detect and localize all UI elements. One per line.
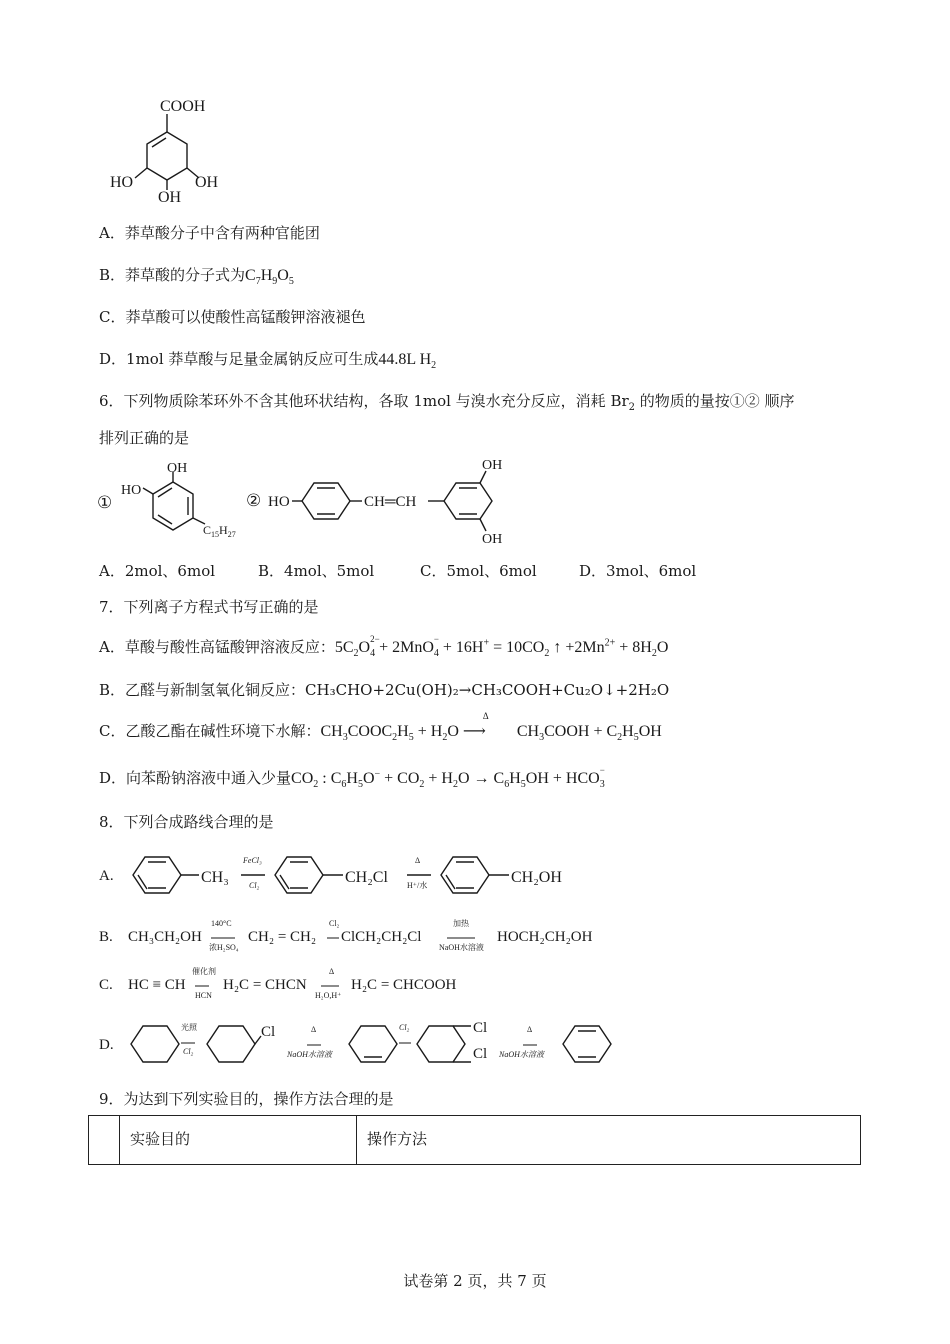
q8-a-cond-top: FeCl₃: [243, 856, 262, 865]
q9-stem: 9．为达到下列实验目的，操作方法合理的是: [99, 1090, 394, 1108]
q6-stem-line1: 6．下列物质除苯环外不含其他环状结构，各取 1mol 与溴水充分反应，消耗 $Br_2$ 的物质的量按①② 顺序: [99, 392, 795, 413]
q7-option-b: B．乙醛与新制氢氧化铜反应：CH₃CHO+2Cu(OH)₂→CH₃COOH+Cu₂O↓+2H₂O: [99, 681, 670, 699]
shikimic-acid-structure: [105, 92, 235, 210]
q8-b-text4: HOCH₂CH₂OH: [497, 929, 593, 945]
cooh-label: COOH: [160, 98, 206, 115]
q8-d-label: D.: [99, 1037, 114, 1053]
q8-d-cl1: Cl: [473, 1020, 488, 1036]
q8-b-label: B.: [99, 929, 113, 945]
mol1-oh-label: OH: [167, 461, 188, 476]
q9-table-header-method: 操作方法: [367, 1130, 428, 1148]
mol1-ho-label: HO: [121, 483, 142, 498]
q8-d-cond1-bottom: Cl₂: [183, 1047, 194, 1056]
q7-option-c: [99, 711, 662, 744]
q5-option-a: A．莽草酸分子中含有两种官能团: [99, 224, 320, 242]
mol2-oh-bottom-label: OH: [482, 532, 503, 547]
q7-stem: 7．下列离子方程式书写正确的是: [99, 598, 319, 616]
q8-c-cond1-bottom: HCN: [195, 991, 212, 1000]
mol2-ho-label: HO: [268, 494, 290, 510]
q8-b-cond1-top: 140°C: [211, 919, 232, 928]
page-footer: 试卷第 2 页，共 7 页: [403, 1272, 547, 1290]
oh-bottom-label: OH: [158, 189, 182, 206]
q8-option-a: [95, 845, 595, 905]
q8-d-cond2-bottom: NaOH水溶液: [287, 1050, 332, 1059]
q7-option-a-equation: $5C_2O$ $_{2- 4}$ + 2MnO $_{- 4} + 16H^+ = 10CO_2$ ↑ $+2Mn^{2+} + 8H_2O$: [334, 634, 669, 660]
mol2-oh-top-label: OH: [482, 458, 503, 473]
q6-molecule-1: [95, 458, 255, 542]
q8-d-cond4-bottom: NaOH水溶液: [499, 1050, 544, 1059]
q8-b-text2: CH₂ = CH₂: [248, 929, 317, 945]
q5-option-d-text: D．1mol 莽草酸与足量金属钠反应可生成: [99, 350, 379, 368]
q5-option-b: [99, 264, 294, 287]
q5-option-b-formula: $C_7H_9O_5$: [245, 267, 294, 288]
q8-a-ch2cl: CH₂Cl: [345, 869, 388, 886]
q8-a-cond-bottom: Cl₂: [249, 881, 260, 890]
q8-b-cond2-top: Cl₂: [329, 919, 340, 928]
q8-b-cond3-top: 加热: [453, 919, 469, 928]
q8-a-cond2-bottom: H⁺/水: [407, 881, 428, 890]
q8-a-cond2-top: Δ: [415, 856, 421, 865]
q8-b-text1: CH₃CH₂OH: [128, 929, 202, 945]
q6-option-d: D．3mol、6mol: [579, 562, 697, 580]
q7-option-c-text: C．乙酸乙酯在碱性环境下水解：: [99, 722, 321, 740]
q8-d-cl: Cl: [261, 1024, 276, 1040]
q5-option-b-text: B．莽草酸的分子式为: [99, 266, 246, 284]
q8-option-d: [95, 1014, 615, 1074]
q8-d-cond3-top: Cl₂: [399, 1023, 410, 1032]
q8-c-text2: H₂C = CHCN: [223, 977, 307, 993]
q9-table: [88, 1115, 861, 1165]
q7-option-a-text: A．草酸与酸性高锰酸钾溶液反应：: [99, 638, 335, 656]
q8-d-cond2-top: Δ: [311, 1025, 317, 1034]
q6-option-b: B．4mol、5mol: [258, 562, 375, 580]
q8-a-label: A.: [99, 868, 114, 884]
q8-b-cond1-bottom: 浓H₂SO₄: [209, 943, 239, 952]
q7-option-d-text: D．向苯酚钠溶液中通入少量: [99, 769, 292, 787]
mol2-link-label: CH═CH: [364, 494, 417, 510]
q8-b-cond3-bottom: NaOH水溶液: [439, 943, 484, 952]
molecule-1-number: ①: [97, 493, 113, 512]
q7-option-d-equation: $CO_2$ : $C_6H_5O^- + CO_2 + H_2O \to C_6H_5OH$ + HCO $_{- 3}$: [291, 765, 605, 791]
q7-option-a: [99, 636, 668, 659]
q5-option-c: C．莽草酸可以使酸性高锰酸钾溶液褪色: [99, 308, 366, 326]
q6-stem-tail: 的物质的量按①② 顺序: [635, 392, 795, 410]
q8-c-cond2-bottom: H₂O,H⁺: [315, 991, 342, 1000]
q8-c-text1: HC ≡ CH: [128, 977, 186, 993]
q9-table-header-index: [89, 1116, 120, 1164]
q8-a-ch3: CH₃: [201, 869, 229, 886]
q8-a-ch2oh: CH₂OH: [511, 869, 562, 886]
q5-option-d-value: 44.8L: [378, 351, 416, 368]
molecule-2-number: ②: [246, 491, 262, 510]
q8-stem: 8．下列合成路线合理的是: [99, 813, 274, 831]
q7-option-c-equation: $CH_3COOC_2H_5 + H_2O$ Δ ⟶ $CH_3COOH + C_2H_5OH$: [320, 711, 662, 744]
q8-option-c: [95, 960, 595, 1006]
q8-b-text3: ClCH₂CH₂Cl: [341, 929, 422, 945]
q8-c-label: C.: [99, 977, 113, 993]
q8-d-cl2: Cl: [473, 1046, 488, 1062]
q8-c-cond2-top: Δ: [329, 967, 335, 976]
q8-c-text3: H₂C = CHCOOH: [351, 977, 457, 993]
q6-molecule-2: [244, 455, 524, 547]
mol1-alkyl-label: $C_{15}H_{27}$: [203, 523, 236, 539]
q8-c-cond1-top: 催化剂: [192, 967, 216, 976]
q6-stem-line2: 排列正确的是: [99, 429, 190, 447]
q8-option-b: [95, 912, 655, 958]
q7-option-d: [99, 767, 605, 790]
q9-table-header-purpose: 实验目的: [120, 1116, 357, 1164]
q6-stem-text: 6．下列物质除苯环外不含其他环状结构，各取 1mol 与溴水充分反应，消耗 Br: [99, 392, 629, 410]
q6-option-c: C．5mol、6mol: [420, 562, 537, 580]
q8-d-cond1-top: 光照: [181, 1023, 197, 1032]
ho-left-label: HO: [110, 174, 134, 191]
oh-right-label: OH: [195, 174, 219, 191]
q5-option-d: D．1mol 莽草酸与足量金属钠反应可生成44.8L $H_2$: [99, 350, 437, 372]
q8-d-cond4-top: Δ: [527, 1025, 533, 1034]
q6-option-a: A．2mol、6mol: [99, 562, 216, 580]
